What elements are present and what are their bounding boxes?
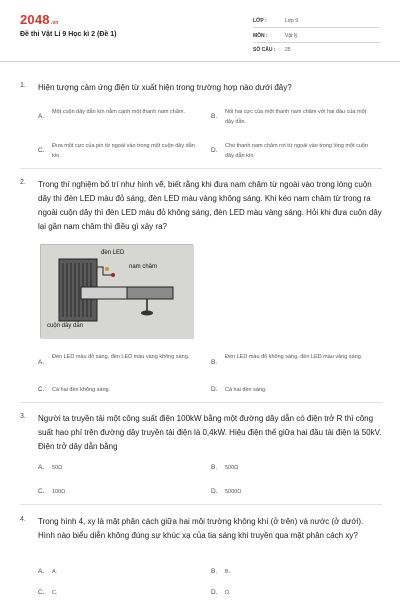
option-letter: B. <box>211 113 218 120</box>
option-letter: D. <box>211 488 218 495</box>
meta-label: SỐ CÂU : <box>253 47 276 53</box>
option-text: Cả hai đèn không sáng. <box>52 387 111 393</box>
figure-label-coil: cuộn dây dẫn <box>47 323 84 329</box>
divider <box>20 504 382 505</box>
meta-class <box>253 14 380 28</box>
option-text: 500Ω <box>225 465 239 471</box>
option-text: D. <box>225 590 231 596</box>
logo-main: 2048 <box>20 12 50 27</box>
option-letter: A. <box>38 113 45 120</box>
option-text: 50Ω <box>52 465 63 471</box>
meta-subject <box>253 29 380 43</box>
option-text: A. <box>52 569 58 575</box>
question-text: Hiện tượng cảm ứng điện từ xuất hiện trong trường hợp nào dưới đây? <box>38 83 292 92</box>
option-text: Đèn LED màu đỏ không sáng, đèn LED màu vàng sáng. <box>225 354 363 360</box>
option-letter: D. <box>211 147 218 154</box>
meta-value: Lớp 9 <box>285 18 299 24</box>
question-number: 3. <box>20 413 26 420</box>
question-number: 1. <box>20 82 26 89</box>
option-letter: B. <box>211 568 218 575</box>
question-text: Trong hình 4, xy là mặt phân cách giữa hai môi trường không khí (ở trên) và nước (ở dưới). Hình nào biểu diễn không đúng sự khúc xạ của tia sáng khi truyền qua mặt phân cách xy? <box>38 517 364 540</box>
option-text: 100Ω <box>52 489 66 495</box>
option-letter: D. <box>211 386 218 393</box>
option-text: 5000Ω <box>225 489 242 495</box>
option-text: B. <box>225 569 231 575</box>
option-text: Một cuộn dây dẫn kín nằm cạnh một thanh nam châm. <box>52 109 185 115</box>
option-letter: C. <box>38 488 45 495</box>
meta-value: Vật lý <box>285 33 298 39</box>
meta-label: LỚP : <box>253 18 267 24</box>
divider <box>20 402 382 403</box>
experiment-figure <box>40 244 193 338</box>
option-text: Cả hai đèn sáng. <box>225 387 267 393</box>
option-letter: B. <box>211 464 218 471</box>
option-text: C. <box>52 590 58 596</box>
option-letter: D. <box>211 589 218 596</box>
option-letter: A. <box>38 359 45 366</box>
figure-label-magnet: nam châm <box>129 264 158 270</box>
option-letter: B. <box>211 359 218 366</box>
question-text: Người ta truyền tải một công suất điện 100kW bằng một đường dây dẫn có điện trở R thì công suất hao phí trên đường dây truyền tải điện là 0,4kW. Hiệu điện thế giữa hai đầu tải điện là 50kV. Điện trở dây dẫn bằng <box>38 414 382 451</box>
meta-count <box>253 43 380 57</box>
question-number: 4. <box>20 516 26 523</box>
option-text: Cho thanh nam châm rơi từ ngoài vào trong lòng một cuộn dây dẫn kín. <box>225 143 369 159</box>
site-logo[interactable] <box>20 12 59 27</box>
question-text: Trong thí nghiệm bố trí như hình vẽ, biết rằng khi đưa nam châm từ ngoài vào trong lòng cuộn dây thì đèn LED màu đỏ sáng, đèn LED màu vàng không sáng. Khi kéo nam châm từ trong ra ngoài cuộn dây thì đèn LED màu đỏ không sáng, đèn LED màu vàng sáng. Hỏi khi đưa cuộn dây lại gần nam châm thì điều gì xảy ra? <box>38 180 382 231</box>
option-text: Đèn LED màu đỏ sáng, đèn LED màu vàng không sáng. <box>52 354 190 360</box>
option-letter: A. <box>38 568 45 575</box>
option-text: Đưa một cực của pin từ ngoài vào trong một cuộn dây dẫn kín. <box>52 143 195 159</box>
option-letter: C. <box>38 386 45 393</box>
meta-value: 25 <box>285 47 291 53</box>
meta-label: MÔN : <box>253 33 268 39</box>
option-letter: C. <box>38 147 45 154</box>
exam-header <box>0 0 400 62</box>
option-letter: A. <box>38 464 45 471</box>
option-text: Nối hai cực của một thanh nam châm với hai đầu của một dây dẫn. <box>225 109 367 125</box>
logo-suffix: .vn <box>50 20 59 26</box>
exam-title: Đề thi Vật Lí 9 Học kì 2 (Đề 1) <box>20 31 117 38</box>
figure-label-led: đèn LED <box>101 250 125 256</box>
option-letter: C. <box>38 589 45 596</box>
divider <box>20 168 382 169</box>
question-number: 2. <box>20 179 26 186</box>
